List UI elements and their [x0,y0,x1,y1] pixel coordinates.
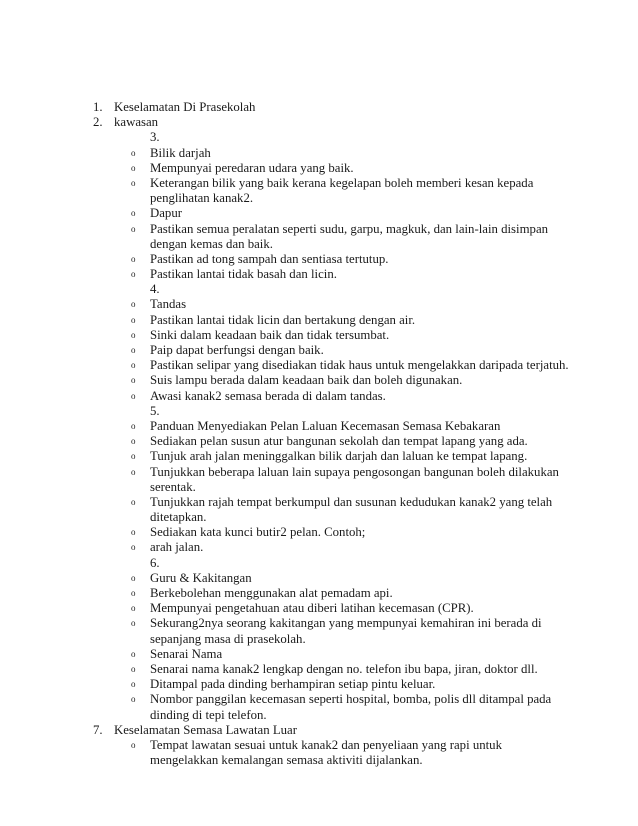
hollow-bullet-icon: o [131,177,136,188]
continuation-line [0,480,638,495]
list-number: 2. [93,115,103,130]
numbered-item [0,723,638,738]
bullet-item [0,313,638,328]
bullet-item [0,495,638,510]
bullet-item [0,434,638,449]
list-item-text: penglihatan kanak2. [150,191,254,206]
list-item-text: Tunjukkan beberapa laluan lain supaya pengosongan bangunan boleh dilakukan [150,464,559,479]
list-item-text: Awasi kanak2 semasa berada di dalam tandas. [150,388,386,403]
list-item-text: Suis lampu berada dalam keadaan baik dan boleh digunakan. [150,373,463,388]
hollow-bullet-icon: o [131,345,136,355]
bullet-item [0,252,638,267]
list-item-text: Pastikan lantai tidak licin dan bertakung dengan air. [150,312,416,327]
numbered-item [0,100,638,115]
list-item-text: Mempunyai peredaran udara yang baik. [150,160,354,175]
hollow-bullet-icon: o [131,253,136,264]
hollow-bullet-icon: o [131,299,136,310]
list-item-text: Paip dapat berfungsi dengan baik. [150,343,324,357]
list-item-text: Tandas [150,297,187,312]
list-item-text: Pastikan selipar yang disediakan tidak haus untuk mengelakkan daripada terjatuh. [150,358,569,373]
hollow-bullet-icon: o [131,603,136,614]
bullet-item [0,222,638,237]
hollow-bullet-icon: o [131,663,136,674]
numbered-item [0,115,638,130]
list-number: 1. [93,100,103,114]
hollow-bullet-icon: o [131,269,136,280]
list-item-text: Tunjuk arah jalan meninggalkan bilik darjah dan laluan ke tempat lapang. [150,449,528,464]
list-item-text: sepanjang masa di prasekolah. [150,631,306,646]
section-number-line [0,404,638,419]
list-item-text: dengan kemas dan baik. [150,236,273,251]
list-item-text: Mempunyai pengetahuan atau diberi latihan kecemasan (CPR). [150,601,474,616]
bullet-item [0,176,638,191]
hollow-bullet-icon: o [131,466,136,477]
list-item-text: ditetapkan. [150,510,207,525]
bullet-item [0,373,638,388]
hollow-bullet-icon: o [131,648,136,659]
continuation-line [0,191,638,206]
hollow-bullet-icon: o [131,496,136,507]
list-item-text: Senarai Nama [150,646,223,661]
list-item-text: Sekurang2nya seorang kakitangan yang mempunyai kemahiran ini berada di [150,616,542,631]
bullet-item [0,419,638,434]
list-item-text: Sediakan kata kunci butir2 pelan. Contoh; [150,525,366,540]
hollow-bullet-icon: o [131,527,136,538]
section-number: 4. [150,282,160,297]
list-item-text: Keselamatan Semasa Lawatan Luar [114,722,297,737]
section-number: 3. [150,130,160,145]
bullet-item [0,601,638,616]
list-item-text: dinding di tepi telefon. [150,707,267,722]
list-item-text: Sediakan pelan susun atur bangunan sekolah dan tempat lapang yang ada. [150,434,528,449]
list-item-text: Guru & Kakitangan [150,570,252,585]
hollow-bullet-icon: o [131,162,136,173]
bullet-item [0,449,638,464]
list-item-text: Sinki dalam keadaan baik dan tidak tersumbat. [150,327,390,342]
hollow-bullet-icon: o [131,314,136,325]
bullet-item [0,267,638,282]
continuation-line [0,237,638,252]
list-number: 7. [93,722,103,737]
hollow-bullet-icon: o [131,451,136,462]
bullet-item [0,647,638,662]
bullet-item [0,616,638,631]
bullet-item [0,465,638,480]
bullet-item [0,161,638,176]
list-item-text: Tempat lawatan sesuai untuk kanak2 dan penyeliaan yang rapi untuk [150,737,502,752]
list-item-text: Keterangan bilik yang baik kerana kegelapan boleh memberi kesan kepada [150,175,534,190]
bullet-item [0,692,638,707]
hollow-bullet-icon: o [131,694,136,705]
list-item-text: Berkebolehan menggunakan alat pemadam api. [150,586,393,600]
list-item-text: mengelakkan kemalangan semasa aktiviti dijalankan. [150,753,423,768]
continuation-line [0,510,638,525]
list-item-text: Keselamatan Di Prasekolah [114,100,256,114]
hollow-bullet-icon: o [131,436,136,447]
bullet-item [0,389,638,404]
hollow-bullet-icon: o [131,223,136,234]
hollow-bullet-icon: o [131,618,136,629]
bullet-item [0,328,638,343]
bullet-item [0,206,638,221]
bullet-item [0,525,638,540]
section-number-line [0,282,638,297]
continuation-line [0,753,638,768]
list-item-text: arah jalan. [150,540,204,555]
list-item-text: Bilik darjah [150,145,211,160]
hollow-bullet-icon: o [131,739,136,750]
bullet-item [0,586,638,601]
bullet-item [0,358,638,373]
section-number-line [0,556,638,571]
list-item-text: Tunjukkan rajah tempat berkumpul dan susunan kedudukan kanak2 yang telah [150,494,553,509]
list-item-text: Senarai nama kanak2 lengkap dengan no. telefon ibu bapa, jiran, doktor dll. [150,661,538,676]
bullet-item [0,571,638,586]
hollow-bullet-icon: o [131,375,136,386]
hollow-bullet-icon: o [131,420,136,431]
hollow-bullet-icon: o [131,147,136,158]
list-item-text: Dapur [150,206,182,221]
hollow-bullet-icon: o [131,542,136,553]
hollow-bullet-icon: o [131,588,136,598]
bullet-item [0,297,638,312]
list-item-text: Nombor panggilan kecemasan seperti hospital, bomba, polis dll ditampal pada [150,692,552,707]
continuation-line [0,708,638,723]
section-number-line [0,130,638,145]
list-item-text: Pastikan lantai tidak basah dan licin. [150,267,337,282]
list-item-text: Pastikan semua peralatan seperti sudu, garpu, magkuk, dan lain-lain disimpan [150,221,549,236]
bullet-item [0,738,638,753]
bullet-item [0,677,638,692]
hollow-bullet-icon: o [131,572,136,583]
hollow-bullet-icon: o [131,329,136,340]
list-item-text: Ditampal pada dinding berhampiran setiap pintu keluar. [150,677,436,692]
list-item-text: Panduan Menyediakan Pelan Laluan Kecemasan Semasa Kebakaran [150,418,501,433]
list-item-text: Pastikan ad tong sampah dan sentiasa tertutup. [150,251,389,266]
hollow-bullet-icon: o [131,208,136,219]
bullet-item [0,662,638,677]
section-number: 6. [150,555,160,570]
list-item-text: serentak. [150,479,196,494]
bullet-item [0,540,638,555]
hollow-bullet-icon: o [131,390,136,401]
bullet-item [0,146,638,161]
list-item-text: kawasan [114,115,159,130]
bullet-item [0,343,638,358]
hollow-bullet-icon: o [131,679,136,690]
section-number: 5. [150,403,160,418]
hollow-bullet-icon: o [131,360,136,371]
continuation-line [0,632,638,647]
